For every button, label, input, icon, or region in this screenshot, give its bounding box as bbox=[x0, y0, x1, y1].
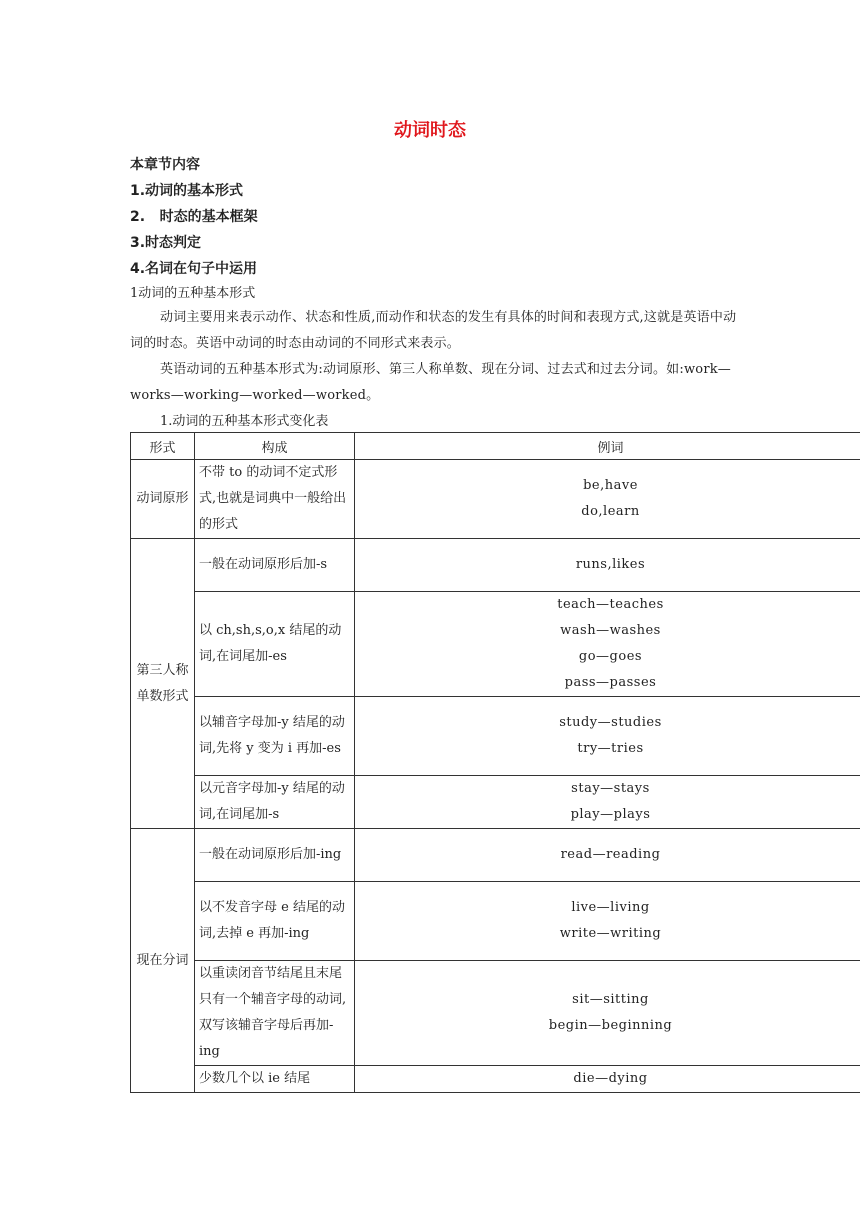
rule-cell: 一般在动词原形后加-ing bbox=[195, 829, 355, 882]
examples-cell bbox=[355, 829, 860, 882]
table-header-row bbox=[131, 433, 860, 460]
example-word: do,learn bbox=[581, 504, 640, 519]
examples-cell bbox=[355, 539, 860, 592]
table-row bbox=[131, 460, 860, 539]
forms-paragraph: 英语动词的五种基本形式为:动词原形、第三人称单数、现在分词、过去式和过去分词。如:work—works—working—worked—worked。 bbox=[130, 362, 732, 403]
example-word: go—goes bbox=[578, 649, 643, 664]
chapter-contents bbox=[130, 154, 258, 284]
contents-item: 4.名词在句子中运用 bbox=[130, 261, 258, 277]
examples-cell bbox=[355, 697, 860, 776]
examples-cell bbox=[355, 776, 860, 829]
example-word: die—dying bbox=[573, 1071, 648, 1086]
example-word: wash—washes bbox=[560, 623, 661, 638]
contents-item: 1.动词的基本形式 bbox=[130, 183, 244, 199]
example-word: play—plays bbox=[570, 807, 651, 822]
rule-cell: 以 ch,sh,s,o,x 结尾的动词,在词尾加-es bbox=[195, 592, 355, 697]
example-word: read—reading bbox=[560, 847, 661, 862]
header-composition: 构成 bbox=[195, 433, 355, 460]
examples-cell bbox=[355, 1066, 860, 1093]
rule-cell: 以重读闭音节结尾且末尾只有一个辅音字母的动词,双写该辅音字母后再加-ing bbox=[195, 961, 355, 1066]
rule-cell: 一般在动词原形后加-s bbox=[195, 539, 355, 592]
examples-cell bbox=[355, 460, 860, 539]
rule-cell: 不带 to 的动词不定式形式,也就是词典中一般给出的形式 bbox=[195, 460, 355, 539]
contents-item: 2. 时态的基本框架 bbox=[130, 209, 258, 225]
example-word: pass—passes bbox=[564, 675, 657, 690]
example-word: be,have bbox=[583, 478, 638, 493]
contents-item: 3.时态判定 bbox=[130, 235, 202, 251]
table-row bbox=[131, 776, 860, 829]
table-row bbox=[131, 961, 860, 1066]
examples-cell bbox=[355, 961, 860, 1066]
table-caption: 1.动词的五种基本形式变化表 bbox=[160, 414, 329, 429]
form-cell: 动词原形 bbox=[131, 460, 195, 539]
form-cell: 现在分词 bbox=[131, 829, 195, 1093]
example-word: sit—sitting bbox=[572, 992, 649, 1007]
rule-cell: 少数几个以 ie 结尾 bbox=[195, 1066, 355, 1093]
example-word: stay—stays bbox=[571, 781, 650, 796]
example-word: runs,likes bbox=[575, 557, 646, 572]
header-form: 形式 bbox=[131, 433, 195, 460]
header-examples: 例词 bbox=[355, 433, 860, 460]
contents-heading: 本章节内容 bbox=[130, 157, 200, 173]
form-cell: 第三人称单数形式 bbox=[131, 539, 195, 829]
examples-cell bbox=[355, 882, 860, 961]
examples-cell bbox=[355, 592, 860, 697]
table-row bbox=[131, 539, 860, 592]
rule-cell: 以辅音字母加-y 结尾的动词,先将 y 变为 i 再加-es bbox=[195, 697, 355, 776]
example-word: live—living bbox=[571, 900, 650, 915]
example-word: write—writing bbox=[559, 926, 662, 941]
intro-paragraph: 动词主要用来表示动作、状态和性质,而动作和状态的发生有具体的时间和表现方式,这就是英语中动词的时态。英语中动词的时态由动词的不同形式来表示。 bbox=[130, 310, 737, 351]
table-row bbox=[131, 882, 860, 961]
example-word: teach—teaches bbox=[557, 597, 664, 612]
table-row bbox=[131, 829, 860, 882]
rule-cell: 以元音字母加-y 结尾的动词,在词尾加-s bbox=[195, 776, 355, 829]
example-word: try—tries bbox=[577, 741, 644, 756]
example-word: begin—beginning bbox=[548, 1018, 673, 1033]
example-word: study—studies bbox=[559, 715, 662, 730]
section-heading: 1动词的五种基本形式 bbox=[130, 286, 256, 301]
table-row bbox=[131, 697, 860, 776]
table-row bbox=[131, 592, 860, 697]
page-title: 动词时态 bbox=[394, 120, 466, 141]
verb-forms-table bbox=[130, 432, 860, 1093]
table-row bbox=[131, 1066, 860, 1093]
rule-cell: 以不发音字母 e 结尾的动词,去掉 e 再加-ing bbox=[195, 882, 355, 961]
